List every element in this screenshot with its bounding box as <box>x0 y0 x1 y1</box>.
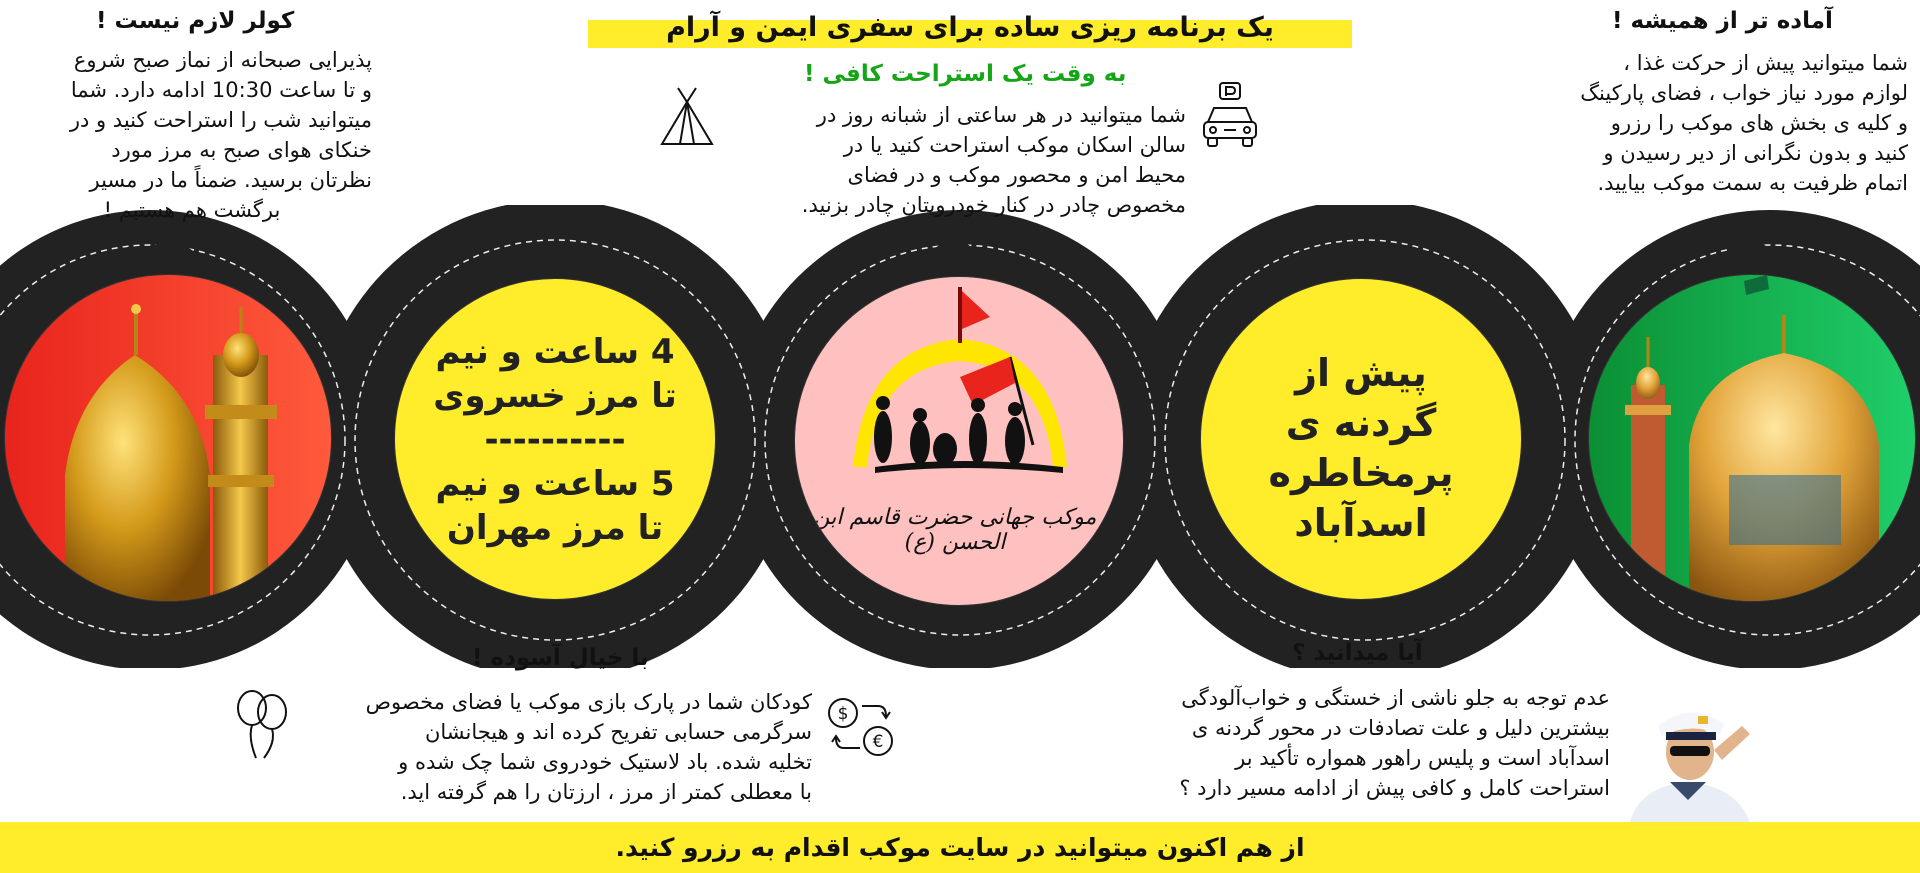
svg-text:€: € <box>872 732 884 752</box>
pointer-down <box>520 616 584 638</box>
footer-reserve-text: از هم اکنون میتوانید در سایت موکب اقدام به رزرو کنید. <box>615 833 1305 862</box>
pointer-up <box>138 235 202 257</box>
parking-car-icon <box>1200 80 1260 150</box>
relaxed-text: کودکان شما در پارک بازی موکب یا فضای مخصوص سرگرمی حسابی تفریح کرده اند و هیجانشان تخلیه شده. باد لاستیک خودروی شما چک شده و با معطلی کمتر از مرز ، ارزتان را هم گرفته اید. <box>365 690 812 804</box>
mokeb-logo <box>794 276 1124 606</box>
pointer-down <box>1326 616 1390 638</box>
mokeb-caption: موکب جهانی حضرت قاسم ابن الحسن (ع) <box>813 505 1097 555</box>
page-title: یک برنامه ریزی ساده برای سفری ایمن و آرام <box>666 12 1274 43</box>
didyouknow-text: عدم توجه به جلو ناشی از خستگی و خواب‌آلودگی بیشترین دلیل و علت تصادفات در محور گردنه ی اسدآباد است و پلیس راهور همواره تأکید بر استراحت کامل و کافی پیش از ادامه مسیر دارد ؟ <box>1179 686 1610 800</box>
didyouknow-heading: آیا میدانید ؟ <box>1292 640 1423 666</box>
police-officer-icon <box>1610 690 1766 822</box>
shrine-dome-icon <box>1589 275 1916 602</box>
rest-heading: به وقت یک استراحت کافی ! <box>804 61 1127 87</box>
pass-circle-text: پیش از گردنه ی پرمخاطره اسدآباد <box>1268 351 1454 545</box>
ready-text: شما میتوانید پیش از حرکت غذا ، لوازم مورد نیاز خواب ، فضای پارکینگ و کلیه ی بخش های موکب را رزرو کنید و بدون نگرانی از دیر رسیدن و اتمام ظرفیت به سمت موکب بیایید. <box>1580 51 1908 195</box>
mokeb-emblem-icon <box>795 277 1124 606</box>
pointer-up <box>1718 235 1782 257</box>
tent-icon <box>658 86 716 148</box>
shrine-image-red <box>4 274 332 602</box>
cooler-heading: کولر لازم نیست ! <box>96 8 295 34</box>
currency-exchange-icon <box>826 696 896 758</box>
rest-text: شما میتوانید در هر ساعتی از شبانه روز در سالن اسکان موکب استراحت کنید یا در محیط امن و محصور موکب و در فضای مخصوص چادر در کنار خودرویتان چادر بزنید. <box>801 103 1186 217</box>
ready-heading: آماده تر از همیشه ! <box>1612 8 1833 34</box>
pointer-up <box>922 235 986 257</box>
balloons-icon <box>230 688 294 760</box>
border-times-text: 4 ساعت و نیم تا مرز خسروی ---------- 5 ساعت و نیم تا مرز مهران <box>433 332 677 548</box>
relaxed-heading: با خیال آسوده ! <box>472 645 649 671</box>
cooler-text: پذیرایی صبحانه از نماز صبح شروع و تا ساعت 10:30 ادامه دارد. شما میتوانید شب را استراحت کنید و در خنکای هوای صبح به مرز مورد نظرتان برسید. ضمناً ما در مسیر برگشت هم هستیم ! <box>69 48 372 222</box>
svg-text:$: $ <box>837 704 849 724</box>
shrine-dome-icon <box>5 275 332 602</box>
shrine-image-green <box>1588 274 1916 602</box>
